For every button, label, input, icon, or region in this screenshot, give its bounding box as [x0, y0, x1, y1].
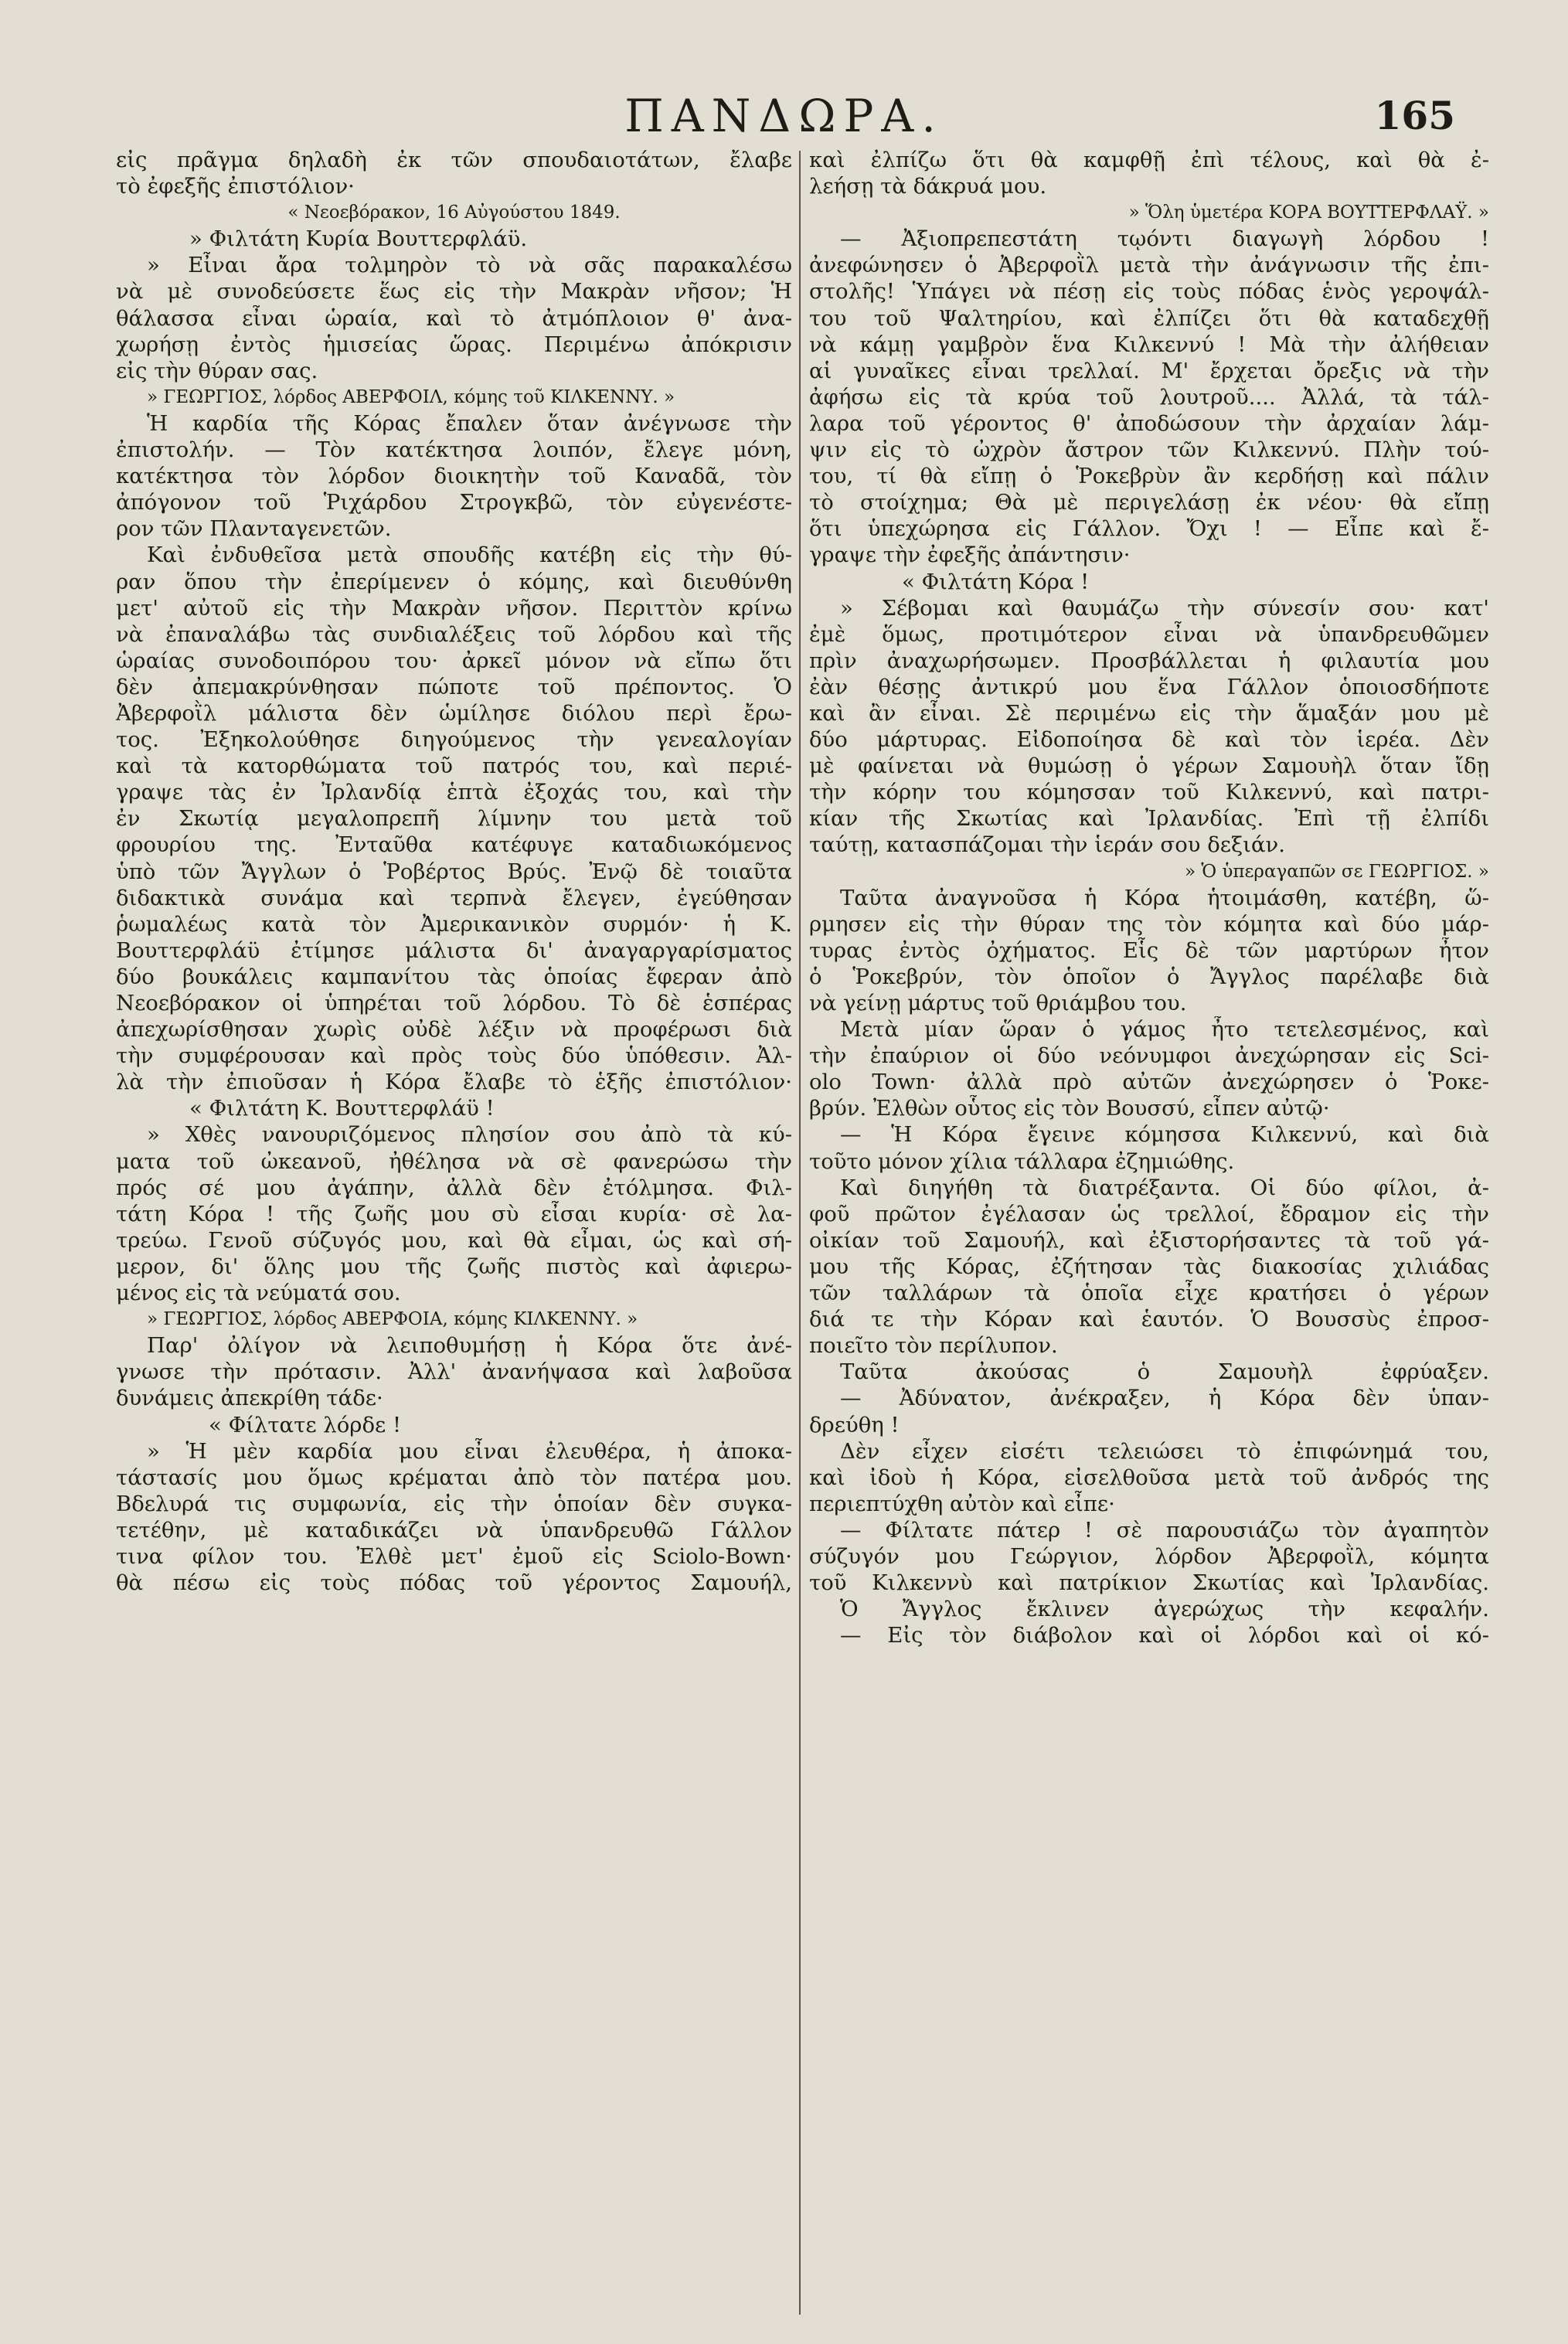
- text-line: ὡραίας συνοδοιπόρου του· ἀρκεῖ μόνον νὰ εἴπω ὅτι: [116, 648, 792, 673]
- text-line: » Ὁ ὑπεραγαπῶν σε ΓΕΩΡΓΙΟΣ. »: [1184, 861, 1489, 882]
- text-line: « Φιλτάτη Κ. Βουττερφλάϋ !: [189, 1096, 495, 1121]
- text-line: ἐν Σκωτίᾳ μεγαλοπρεπῆ λίμνην του μετὰ τοῦ: [116, 806, 792, 832]
- text-line: ρμησεν εἰς τὴν θύραν της τὸν κόμητα καὶ δύο μάρ-: [809, 911, 1489, 937]
- text-line: Ἀβερφοῒλ μάλιστα δὲν ὡμίλησε διόλου περὶ ἔρω-: [116, 700, 792, 726]
- text-line: λὰ τὴν ἐπιοῦσαν ἡ Κόρα ἔλαβε τὸ ἑξῆς ἐπιστόλιον·: [116, 1070, 792, 1095]
- text-line: Ταῦτα ἀκούσας ὁ Σαμουὴλ ἐφρύαξεν.: [840, 1359, 1489, 1385]
- text-line: Ταῦτα ἀναγνοῦσα ἡ Κόρα ἡτοιμάσθη, κατέβη, ὥ-: [840, 885, 1489, 910]
- text-line: ὁ Ῥοκεβρύν, τὸν ὁποῖον ὁ Ἄγγλος παρέλαβε διὰ: [809, 964, 1489, 989]
- text-line: πρὶν ἀναχωρήσωμεν. Προσβάλλεται ἡ φιλαυτία μου: [809, 648, 1489, 673]
- text-line: διά τε τὴν Κόραν καὶ ἑαυτόν. Ὁ Βουσσὺς ἐπροσ-: [809, 1307, 1489, 1332]
- text-line: Δὲν εἶχεν εἰσέτι τελειώσει τὸ ἐπιφώνημά του,: [840, 1438, 1489, 1464]
- text-line: τοῦ Κιλκεννὺ καὶ πατρίκιον Σκωτίας καὶ Ἰρλανδίας.: [809, 1570, 1489, 1596]
- text-line: » ΓΕΩΡΓΙΟΣ, λόρδος ΑΒΕΡΦΟΙΛ, κόμης τοῦ ΚΙΛΚΕΝΝΥ. »: [147, 386, 675, 407]
- text-line: — Ἡ Κόρα ἔγεινε κόμησσα Κιλκεννύ, καὶ διὰ: [840, 1122, 1489, 1148]
- text-line: λαρα τοῦ γέροντος θ' ἀποδώσουν τὴν ἀρχαίαν λάμ-: [809, 410, 1489, 436]
- text-line: καὶ ἂν εἶναι. Σὲ περιμένω εἰς τὴν ἅμαξάν μου μὲ: [809, 700, 1489, 726]
- text-line: μου τῆς Κόρας, ἐζήτησαν τὰς διακοσίας χιλιάδας: [809, 1254, 1489, 1279]
- text-line: ταύτῃ, κατασπάζομαι τὴν ἱεράν σου δεξιάν.: [809, 832, 1285, 858]
- text-line: Βδελυρά τις συμφωνία, εἰς τὴν ὁποίαν δὲν συγκα-: [116, 1491, 792, 1516]
- text-line: νὰ ἐπαναλάβω τὰς συνδιαλέξεις τοῦ λόρδου καὶ τῆς: [116, 621, 792, 647]
- text-line: τοῦτο μόνον χίλια τάλλαρα ἐζημιώθης.: [809, 1148, 1235, 1174]
- text-line: τινα φίλον του. Ἐλθὲ μετ' ἐμοῦ εἰς Sciolo-Bown·: [116, 1543, 792, 1569]
- text-line: » Ὅλη ὑμετέρα ΚΟΡΑ ΒΟΥΤΤΕΡΦΛΑΫ. »: [1128, 202, 1489, 223]
- text-line: τρεύω. Γενοῦ σύζυγός μου, καὶ θὰ εἶμαι, ὡς καὶ σή-: [116, 1227, 792, 1253]
- text-line: ἀπεχωρίσθησαν χωρὶς οὐδὲ λέξιν νὰ προφέρωσι διὰ: [116, 1017, 792, 1043]
- text-line: μετ' αὐτοῦ εἰς τὴν Μακρὰν νῆσον. Περιττὸν κρίνω: [116, 595, 792, 621]
- text-line: φρουρίου της. Ἐνταῦθα κατέφυγε καταδιωκόμενος: [116, 832, 792, 858]
- text-line: φοῦ πρῶτον ἐγέλασαν ὡς τρελλοί, ἔδραμον εἰς τὴν: [809, 1201, 1489, 1226]
- text-line: ματα τοῦ ὠκεανοῦ, ἠθέλησα νὰ σὲ φανερώσω τὴν: [116, 1148, 792, 1174]
- text-line: κίαν τῆς Σκωτίας καὶ Ἰρλανδίας. Ἐπὶ τῇ ἐλπίδι: [809, 806, 1489, 832]
- text-line: τάτη Κόρα ! τῆς ζωῆς μου σὺ εἶσαι κυρία· σὲ λα-: [116, 1201, 792, 1226]
- text-line: » Ἡ μὲν καρδία μου εἶναι ἐλευθέρα, ἡ ἀποκα-: [147, 1438, 792, 1464]
- text-line: θάλασσα εἶναι ὡραία, καὶ τὸ ἀτμόπλοιον θ' ἀνα-: [116, 305, 792, 331]
- text-line: « Νεοεβόρακον, 16 Αὐγούστου 1849.: [287, 202, 621, 223]
- text-line: σύζυγόν μου Γεώργιον, λόρδον Ἀβερφοῒλ, κόμητα: [809, 1543, 1489, 1569]
- text-line: ἀνεφώνησεν ὁ Ἀβερφοῒλ μετὰ τὴν ἀνάγνωσιν τῆς ἐπι-: [809, 253, 1489, 278]
- text-line: δύο μάρτυρας. Εἰδοποίησα δὲ καὶ τὸν ἱερέα. Δὲν: [809, 727, 1489, 753]
- text-line: ὑπὸ τῶν Ἄγγλων ὁ Ῥοβέρτος Βρύς. Ἐνῷ δὲ τοιαῦτα: [116, 859, 792, 884]
- text-line: γνωσε τὴν πρότασιν. Ἀλλ' ἀνανήψασα καὶ λαβοῦσα: [116, 1359, 792, 1385]
- text-line: χωρήσῃ ἐντὸς ἡμισείας ὥρας. Περιμένω ἀπόκρισιν: [116, 332, 792, 357]
- text-line: ἀφήσω εἰς τὰ κρύα τοῦ λουτροῦ.... Ἀλλά, τὰ τάλ-: [809, 384, 1489, 410]
- text-line: εἰς πρᾶγμα δηλαδὴ ἐκ τῶν σπουδαιοτάτων, ἔλαβε: [116, 148, 792, 172]
- text-line: Παρ' ὀλίγον νὰ λειποθυμήσῃ ἡ Κόρα ὅτε ἀνέ-: [147, 1333, 792, 1359]
- text-line: νὰ κάμῃ γαμβρὸν ἕνα Κιλκεννύ ! Μὰ τὴν ἀλήθειαν: [809, 332, 1489, 357]
- text-line: ποιεῖτο τὸν περίλυπον.: [809, 1333, 1058, 1359]
- text-line: αἱ γυναῖκες εἶναι τρελλαί. Μ' ἔρχεται ὄρεξις νὰ τὴν: [809, 358, 1489, 383]
- text-line: τὴν ἐπαύριον οἱ δύο νεόνυμφοι ἀνεχώρησαν εἰς Sci-: [809, 1043, 1489, 1069]
- text-line: καὶ ἐλπίζω ὅτι θὰ καμφθῇ ἐπὶ τέλους, καὶ θὰ ἐ-: [809, 148, 1489, 172]
- journal-title: ΠΑΝΔΩΡΑ.: [624, 90, 944, 142]
- text-line: Καὶ διηγήθη τὰ διατρέξαντα. Οἱ δύο φίλοι, ἀ-: [840, 1175, 1489, 1200]
- text-line: « Φίλτατε λόρδε !: [209, 1412, 402, 1437]
- text-line: δρεύθη !: [809, 1412, 900, 1437]
- text-line: τὸ στοίχημα; Θὰ μὲ περιγελάσῃ ἐκ νέου· θὰ εἴπῃ: [809, 490, 1489, 515]
- text-line: δύο βουκάλεις καμπανίτου τὰς ὁποίας ἔφεραν ἀπὸ: [116, 964, 792, 989]
- text-line: διδακτικὰ συνάμα καὶ τερπνὰ ἔλεγεν, ἐγεύθησαν: [116, 885, 792, 910]
- text-line: Ὁ Ἄγγλος ἔκλινεν ἀγερώχως τὴν κεφαλήν.: [840, 1597, 1489, 1622]
- text-line: βρύν. Ἐλθὼν οὗτος εἰς τὸν Βουσσύ, εἶπεν αὐτῷ·: [809, 1096, 1330, 1121]
- text-line: » Σέβομαι καὶ θαυμάζω τὴν σύνεσίν σου· κατ': [840, 595, 1489, 621]
- text-line: ἐμὲ ὅμως, προτιμότερον εἶναι νὰ ὑπανδρευθῶμεν: [809, 621, 1489, 647]
- text-line: ῥωμαλέως κατὰ τὸν Ἀμερικανικὸν συρμόν· ἡ Κ.: [116, 911, 792, 937]
- text-line: τῶν ταλλάρων τὰ ὁποῖα εἶχε κρατήσει ὁ γέρων: [809, 1281, 1489, 1306]
- text-line: μένος εἰς τὰ νεύματά σου.: [116, 1281, 401, 1306]
- text-line: γραψε τὴν ἐφεξῆς ἀπάντησιν·: [809, 543, 1131, 568]
- text-line: — Ἀδύνατον, ἀνέκραξεν, ἡ Κόρα δὲν ὑπαν-: [840, 1386, 1489, 1411]
- text-line: εἰς τὴν θύραν σας.: [116, 358, 318, 383]
- text-line: τος. Ἐξηκολούθησε διηγούμενος τὴν γενεαλογίαν: [116, 727, 792, 753]
- right-column: [809, 147, 1489, 1648]
- text-line: » Φιλτάτη Κυρία Βουττερφλάϋ.: [189, 226, 528, 252]
- text-line: — Ἀξιοπρεπεστάτη τῳόντι διαγωγὴ λόρδου !: [840, 226, 1489, 252]
- text-line: στολῆς! Ὑπάγει νὰ πέσῃ εἰς τοὺς πόδας ἑνὸς γεροψάλ-: [809, 279, 1489, 304]
- text-line: ἐπιστολήν. — Τὸν κατέκτησα λοιπόν, ἔλεγε μόνη,: [116, 437, 792, 463]
- text-line: μερον, δι' ὅλης μου τῆς ζωῆς πιστὸς καὶ ἀφιερω-: [116, 1254, 792, 1279]
- text-line: του τοῦ Ψαλτηρίου, καὶ ἐλπίζει ὅτι θὰ καταδεχθῇ: [809, 305, 1489, 331]
- left-column: [116, 147, 792, 1596]
- text-line: καὶ τὰ κατορθώματα τοῦ πατρός του, καὶ περιέ-: [116, 754, 792, 779]
- text-line: » Εἶναι ἄρα τολμηρὸν τὸ νὰ σᾶς παρακαλέσω: [147, 253, 792, 278]
- text-line: του, τί θὰ εἴπῃ ὁ Ῥοκεβρὺν ἂν κερδήσῃ καὶ πάλιν: [809, 464, 1489, 489]
- text-line: Βουττερφλάϋ ἐτίμησε μάλιστα δι' ἀναγαργαρίσματος: [116, 937, 792, 963]
- text-line: — Εἰς τὸν διάβολον καὶ οἱ λόρδοι καὶ οἱ κό-: [840, 1623, 1489, 1648]
- text-line: μὲ φαίνεται νὰ θυμώσῃ ὁ γέρων Σαμουὴλ ὅταν ἴδῃ: [809, 754, 1489, 779]
- text-line: Μετὰ μίαν ὥραν ὁ γάμος ἦτο τετελεσμένος, καὶ: [840, 1017, 1489, 1043]
- text-line: Νεοεβόρακον οἱ ὑπηρέται τοῦ λόρδου. Τὸ δὲ ἑσπέρας: [116, 991, 792, 1016]
- text-line: ὅτι ὑπεχώρησα εἰς Γάλλον. Ὄχι ! — Εἶπε καὶ ἔ-: [809, 516, 1489, 542]
- text-line: τὴν συμφέρουσαν καὶ πρὸς τοὺς δύο ὑπόθεσιν. Ἀλ-: [116, 1043, 792, 1069]
- text-line: νὰ μὲ συνοδεύσετε ἕως εἰς τὴν Μακρὰν νῆσον; Ἡ: [116, 279, 792, 304]
- text-line: θὰ πέσω εἰς τοὺς πόδας τοῦ γέροντος Σαμουήλ,: [116, 1570, 792, 1596]
- text-line: γραψε τὰς ἐν Ἰρλανδίᾳ ἑπτὰ ἐξοχάς του, καὶ τὴν: [116, 780, 792, 805]
- text-line: καὶ ἰδοὺ ἡ Κόρα, εἰσελθοῦσα μετὰ τοῦ ἀνδρός της: [809, 1465, 1489, 1490]
- text-line: ψιν εἰς τὸ ὠχρὸν ἄστρον τῶν Κιλκεννύ. Πλὴν τού-: [809, 437, 1489, 463]
- text-line: τετέθην, μὲ καταδικάζει νὰ ὑπανδρευθῶ Γάλλον: [116, 1517, 792, 1543]
- text-line: τὸ ἐφεξῆς ἐπιστόλιον·: [116, 174, 355, 199]
- text-line: τάστασίς μου ὅμως κρέμαται ἀπὸ τὸν πατέρα μου.: [116, 1465, 792, 1490]
- page-header: [0, 85, 1568, 147]
- text-line: τυρας ἐντὸς ὀχήματος. Εἷς δὲ τῶν μαρτύρων ἦτον: [809, 937, 1489, 963]
- text-line: — Φίλτατε πάτερ ! σὲ παρουσιάζω τὸν ἀγαπητὸν: [840, 1517, 1489, 1543]
- text-line: πρός σέ μου ἀγάπην, ἀλλὰ δὲν ἐτόλμησα. Φιλ-: [116, 1175, 792, 1200]
- text-line: ρον τῶν Πλανταγενετῶν.: [116, 516, 392, 542]
- text-line: ἐὰν θέσῃς ἀντικρύ μου ἕνα Γάλλον ὁποιοσδήποτε: [809, 674, 1489, 699]
- text-line: Ἡ καρδία τῆς Κόρας ἔπαλεν ὅταν ἀνέγνωσε τὴν: [147, 410, 792, 436]
- text-line: » Χθὲς νανουριζόμενος πλησίον σου ἀπὸ τὰ κύ-: [147, 1122, 792, 1148]
- text-line: ραν ὅπου τὴν ἐπερίμενεν ὁ κόμης, καὶ διευθύνθη: [116, 569, 792, 594]
- text-line: οἰκίαν τοῦ Σαμουήλ, καὶ ἐξιστορήσαντες τὰ τοῦ γά-: [809, 1227, 1489, 1253]
- text-line: δυνάμεις ἀπεκρίθη τάδε·: [116, 1386, 383, 1411]
- text-line: νὰ γείνῃ μάρτυς τοῦ θριάμβου του.: [809, 991, 1187, 1016]
- text-line: « Φιλτάτη Κόρα !: [902, 569, 1090, 594]
- column-divider: [799, 151, 801, 2315]
- text-line: περιεπτύχθη αὐτὸν καὶ εἶπε·: [809, 1491, 1115, 1516]
- text-line: λεήσῃ τὰ δάκρυά μου.: [809, 174, 1047, 199]
- text-line: κατέκτησα τὸν λόρδον διοικητὴν τοῦ Καναδᾶ, τὸν: [116, 464, 792, 489]
- text-line: τὴν κόρην του κόμησσαν τοῦ Κιλκεννύ, καὶ πατρι-: [809, 780, 1489, 805]
- text-line: olo Town· ἀλλὰ πρὸ αὐτῶν ἀνεχώρησεν ὁ Ῥοκε-: [809, 1070, 1489, 1095]
- page-number: 165: [1374, 93, 1455, 138]
- text-line: Καὶ ἐνδυθεῖσα μετὰ σπουδῆς κατέβη εἰς τὴν θύ-: [147, 543, 792, 568]
- text-line: δὲν ἀπεμακρύνθησαν πώποτε τοῦ πρέποντος. Ὁ: [116, 674, 792, 699]
- text-line: » ΓΕΩΡΓΙΟΣ, λόρδος ΑΒΕΡΦΟΙΑ, κόμης ΚΙΛΚΕΝΝΥ. »: [147, 1309, 638, 1330]
- text-line: ἀπόγονον τοῦ Ῥιχάρδου Στρογκβῶ, τὸν εὐγενέστε-: [116, 490, 792, 515]
